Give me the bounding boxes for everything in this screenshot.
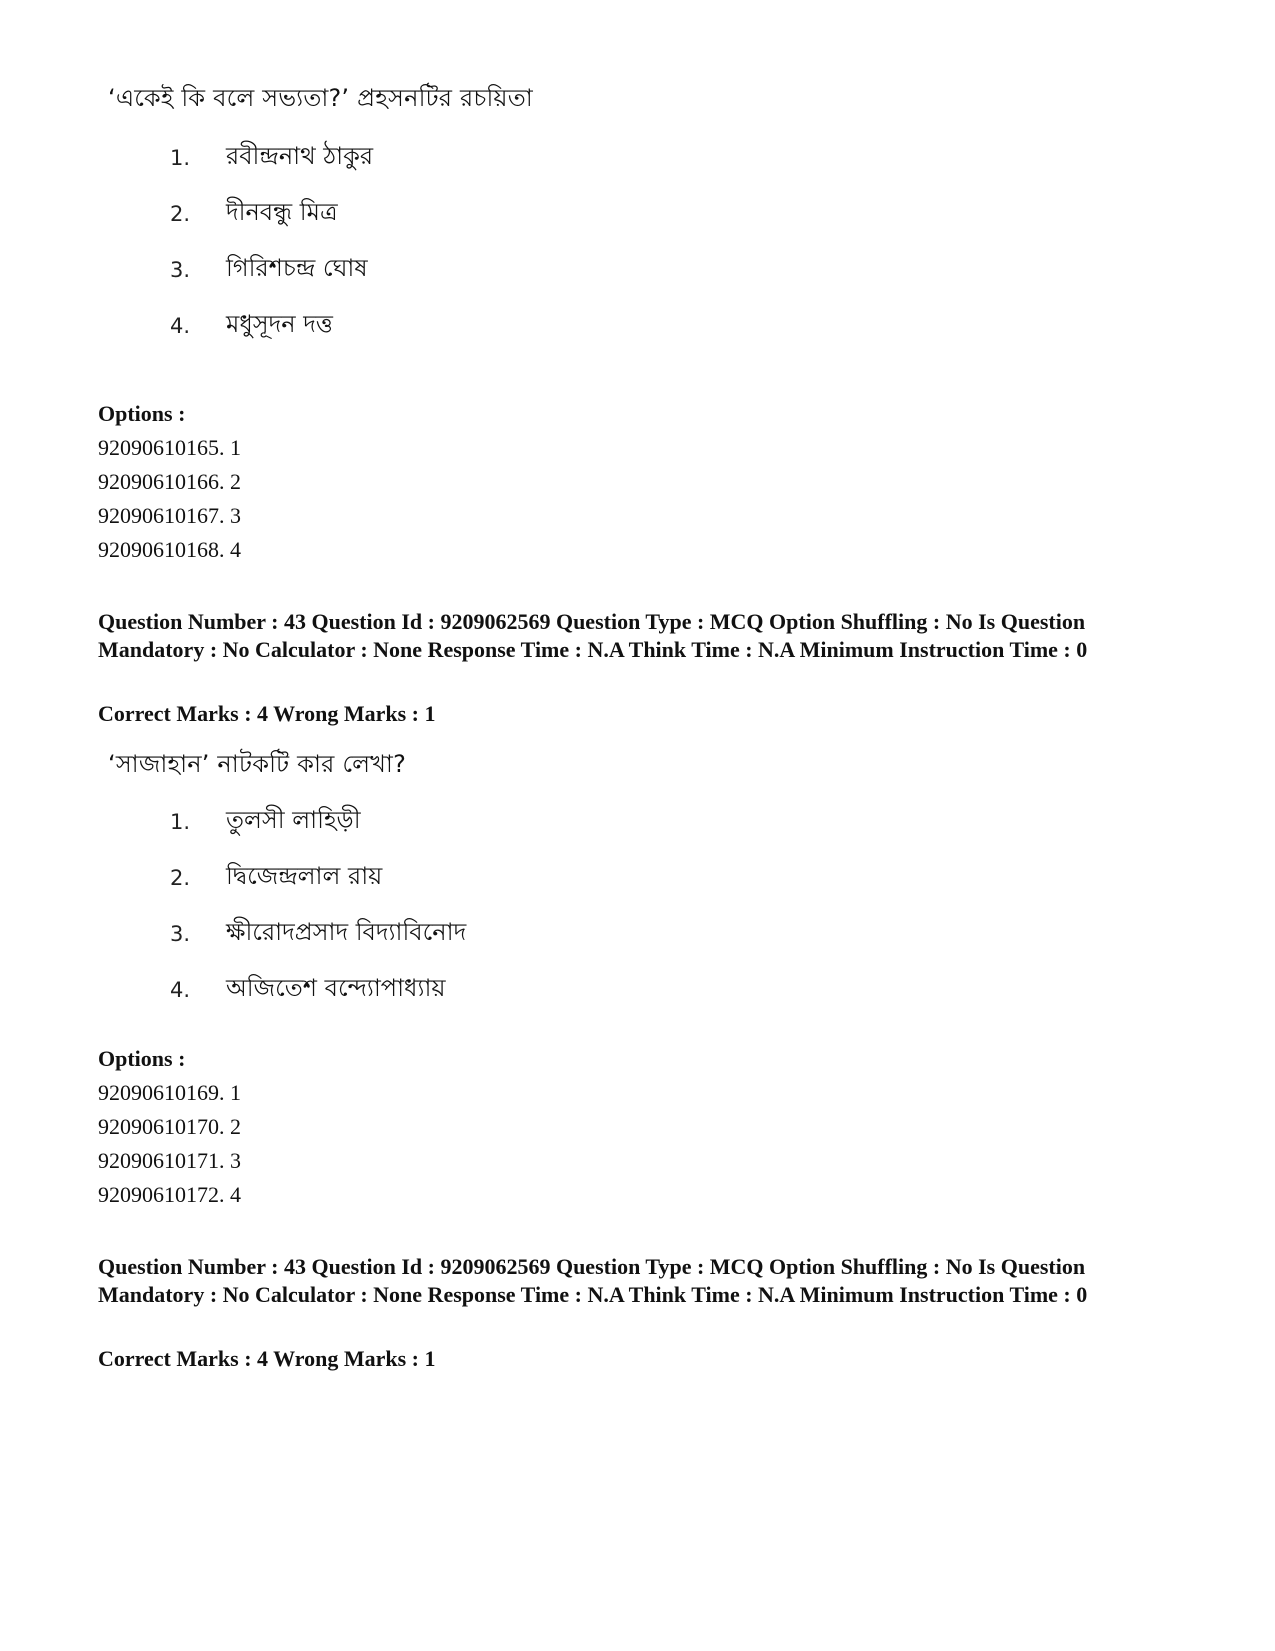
choice-item-1 — [170, 804, 361, 840]
question-stem: ‘একেই কি বলে সভ্যতা?’ প্রহসনটির রচয়িতা — [108, 84, 533, 112]
choice-text: দীনবন্ধু মিত্র — [226, 198, 338, 226]
options-block-b — [98, 1042, 241, 1212]
choice-text: মধুসূদন দত্ত — [226, 310, 333, 338]
question-meta-2: Question Number : 43 Question Id : 9209062569 Question Type : MCQ Option Shuffling : No Is Question Mandatory : No Calculator : None Response Time : N.A Think Time : N.A Minimum Instruction Time : 0 — [98, 1254, 1088, 1307]
choice-item-2 — [170, 860, 382, 896]
options-title: Options : — [98, 401, 186, 426]
choice-text: তুলসী লাহিড়ী — [226, 806, 361, 834]
choice-number: 4. — [170, 314, 191, 338]
choice-number: 3. — [170, 922, 191, 946]
marks-line-1: Correct Marks : 4 Wrong Marks : 1 — [98, 701, 436, 726]
choice-number: 2. — [170, 866, 191, 890]
choice-item-3 — [170, 916, 466, 952]
choice-item-2 — [170, 196, 338, 232]
options-title: Options : — [98, 1046, 186, 1071]
question-image-a — [100, 82, 900, 338]
option-line: 92090610168. 4 — [98, 537, 241, 562]
choice-item-4 — [170, 308, 333, 344]
question-meta-1: Question Number : 43 Question Id : 9209062569 Question Type : MCQ Option Shuffling : No Is Question Mandatory : No Calculator : None Response Time : N.A Think Time : N.A Minimum Instruction Time : 0 — [98, 609, 1088, 662]
question-image-b — [100, 748, 900, 1002]
choice-number: 1. — [170, 810, 191, 834]
choice-item-1 — [170, 140, 373, 176]
choice-text: রবীন্দ্রনাথ ঠাকুর — [226, 142, 374, 170]
options-block-a — [98, 397, 241, 567]
option-line: 92090610165. 1 — [98, 435, 241, 460]
choice-item-3 — [170, 252, 368, 288]
option-line: 92090610172. 4 — [98, 1182, 241, 1207]
choice-text: ক্ষীরোদপ্রসাদ বিদ্যাবিনোদ — [226, 918, 467, 946]
choice-text: অজিতেশ বন্দ্যোপাধ্যায় — [226, 974, 446, 1002]
marks-line-2: Correct Marks : 4 Wrong Marks : 1 — [98, 1346, 436, 1371]
option-line: 92090610169. 1 — [98, 1080, 241, 1105]
choice-number: 1. — [170, 146, 191, 170]
choice-number: 3. — [170, 258, 191, 282]
choice-number: 2. — [170, 202, 191, 226]
question-stem: ‘সাজাহান’ নাটকটি কার লেখা? — [108, 750, 407, 778]
choice-number: 4. — [170, 978, 191, 1002]
choice-text: দ্বিজেন্দ্রলাল রায় — [226, 862, 383, 890]
choice-item-4 — [170, 972, 446, 1008]
option-line: 92090610166. 2 — [98, 469, 241, 494]
option-line: 92090610171. 3 — [98, 1148, 241, 1173]
choice-text: গিরিশচন্দ্র ঘোষ — [226, 254, 368, 282]
option-line: 92090610170. 2 — [98, 1114, 241, 1139]
option-line: 92090610167. 3 — [98, 503, 241, 528]
